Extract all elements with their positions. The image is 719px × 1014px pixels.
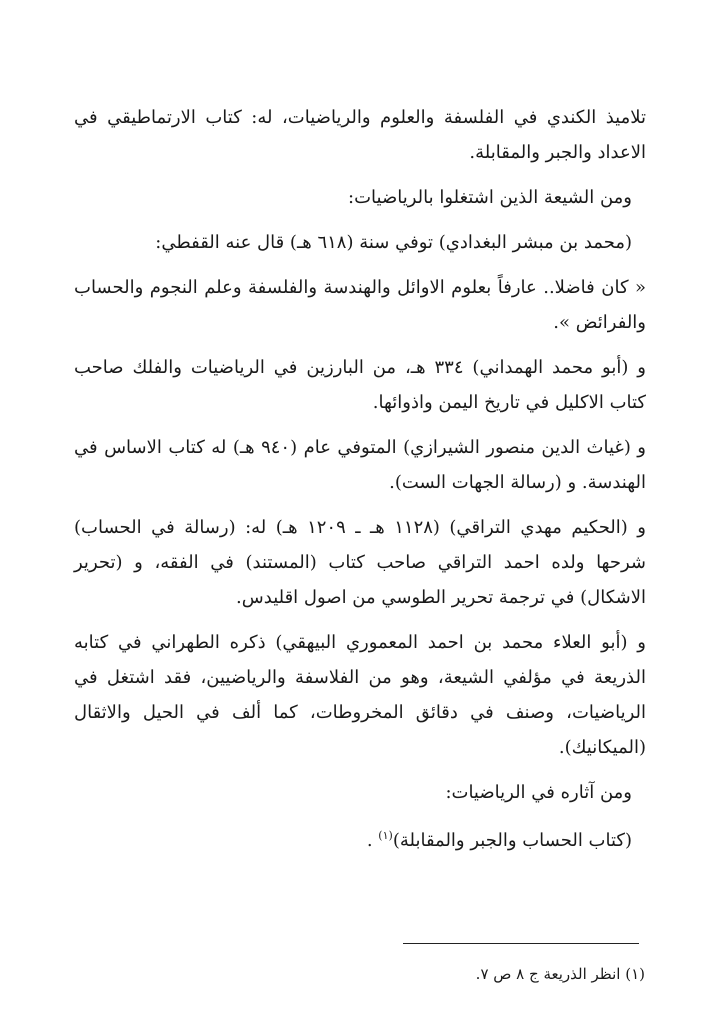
footnote: (١) انظر الذريعة ج ٨ ص ٧. [475,965,645,983]
paragraph-qifti-quote: « كان فاضلا.. عارفاً بعلوم الاوائل والهندسة والفلسفة وعلم النجوم والحساب والفرائض ». [74,277,646,333]
paragraph-book-title [74,818,646,858]
book-title-text: (كتاب الحساب والجبر والمقابلة) [392,830,632,851]
footnote-marker: (١) [378,829,393,842]
paragraph-mahdi-naraqi: و (الحكيم مهدي التراقي) (١١٢٨ هـ ـ ١٢٠٩ هـ) له: (رسالة في الحساب) شرحها ولده احمد التراقي صاحب كتاب (المستند) في الفقه، و (تحرير الاشكال) في ترجمة تحرير الطوسي من اصول اقليدس. [74,517,646,608]
paragraph-kindi-students: تلاميذ الكندي في الفلسفة والعلوم والرياضيات، له: كتاب الارتماطيقي في الاعداد والجبر والمقابلة. [74,107,646,163]
paragraph-abu-muhammad-hamdani: و (أبو محمد الهمداني) ٣٣٤ هـ، من البارزين في الرياضيات والفلك صاحب كتاب الاكليل في تاريخ اليمن واذوائها. [74,357,646,413]
paragraph-shia-mathematicians-intro: ومن الشيعة الذين اشتغلوا بالرياضيات: [348,187,632,208]
paragraph-ghiyath-al-din-shirazi: و (غياث الدين منصور الشيرازي) المتوفي عام (٩٤٠ هـ) له كتاب الاساس في الهندسة. و (رسالة الجهات الست). [74,437,646,493]
paragraph-muhammad-bin-mubashir: (محمد بن مبشر البغدادي) توفي سنة (٦١٨ هـ) قال عنه القفطي: [155,232,632,253]
paragraph-abu-al-ala-bayhaqi: و (أبو العلاء محمد بن احمد المعموري البيهقي) ذكره الطهراني في كتابه الذريعة في مؤلفي الشيعة، وهو من الفلاسفة والرياضيين، فقد اشتغل في الرياضيات، وصنف في دقائق المخروطات، كما ألف في الحيل والاثقال (الميكانيك). [74,632,646,758]
footnote-divider [403,943,639,944]
book-title-period: . [366,830,373,851]
paragraph-works-intro: ومن آثاره في الرياضيات: [445,782,632,803]
page-body [74,100,646,868]
